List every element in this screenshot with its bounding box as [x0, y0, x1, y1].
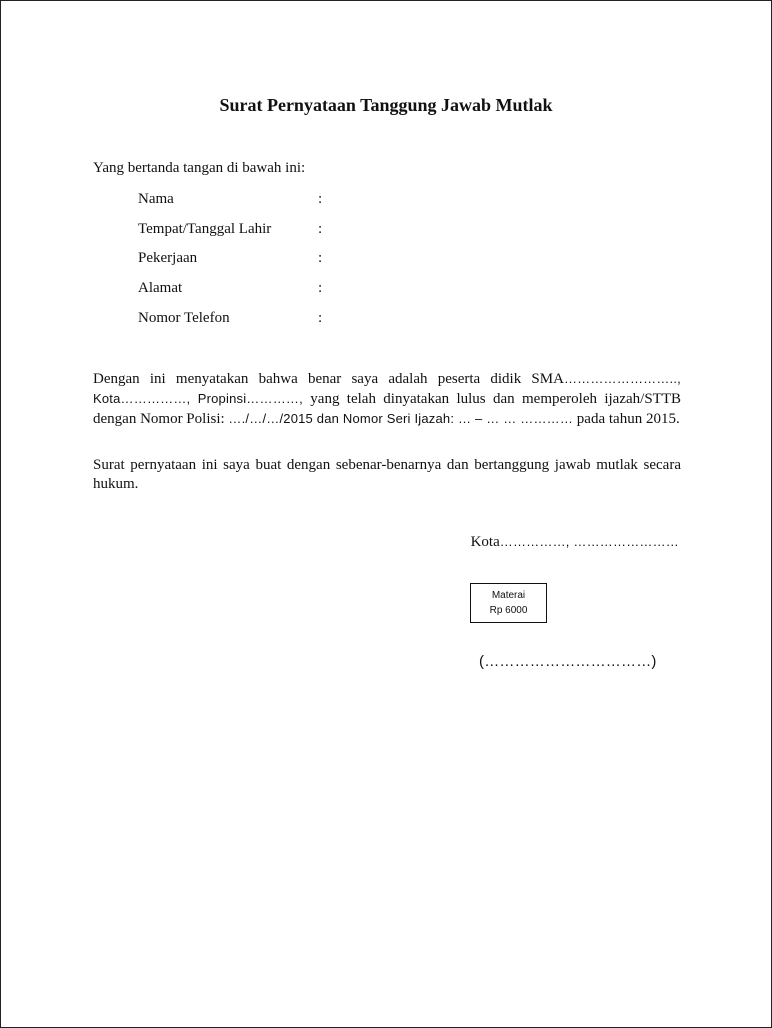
- field-row-pekerjaan: [138, 250, 438, 270]
- stamp-line2: Rp 6000: [489, 605, 528, 616]
- stamp-line1: Materai: [491, 590, 526, 601]
- field-row-alamat: [138, 280, 438, 300]
- field-row-nomor-telefon: [138, 310, 438, 330]
- document-title: Surat Pernyataan Tanggung Jawab Mutlak: [219, 95, 553, 115]
- field-colon: :: [318, 250, 323, 266]
- place-date-line: [471, 534, 679, 551]
- field-label: Pekerjaan: [138, 250, 198, 266]
- field-row-tempat-tanggal-lahir: [138, 221, 438, 241]
- declaration-paragraph: Surat pernyataan ini saya buat dengan sebenar-benarnya dan bertanggung jawab mutlak secara hukum.: [93, 457, 681, 492]
- statement-text: pada tahun 2015.: [576, 411, 680, 427]
- blank-numbers: …./…/…/2015 dan Nomor Seri Ijazah: … – … … …………: [228, 411, 574, 426]
- intro-text: Yang bertanda tangan di bawah ini:: [93, 160, 306, 176]
- statement-text: Propinsi: [197, 391, 247, 406]
- field-colon: :: [318, 221, 323, 237]
- statement-text: yang telah dinyatakan lulus dan memperoleh ijazah/STTB dengan Nomor Polisi:: [93, 391, 681, 427]
- blank-school: ……………………..,: [563, 371, 681, 386]
- field-label: Nama: [138, 191, 174, 207]
- statement-text: Dengan ini menyatakan bahwa benar saya adalah peserta didik SMA: [93, 371, 564, 387]
- stamp-box: [470, 583, 547, 623]
- field-label: Nomor Telefon: [138, 310, 230, 326]
- place-date-blank: ……………, ……………………: [499, 534, 679, 549]
- field-colon: :: [318, 310, 323, 326]
- statement-paragraph: [93, 369, 681, 429]
- place-label: Kota: [470, 534, 500, 550]
- blank-city: ……………,: [120, 391, 191, 406]
- field-colon: :: [318, 280, 323, 296]
- signature-line: (……………………………): [479, 653, 657, 670]
- field-label: Alamat: [138, 280, 183, 296]
- statement-text: Kota: [93, 391, 121, 406]
- field-colon: :: [318, 191, 323, 207]
- field-row-nama: [138, 191, 438, 211]
- blank-province: …………,: [246, 391, 303, 406]
- field-label: Tempat/Tanggal Lahir: [138, 221, 272, 237]
